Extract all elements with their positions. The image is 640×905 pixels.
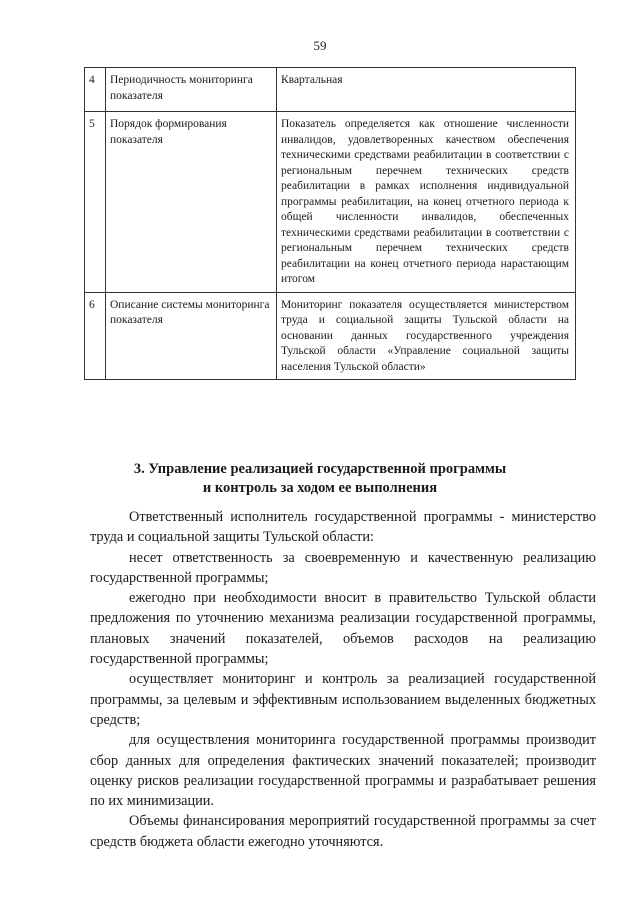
- row-number: 6: [85, 292, 106, 380]
- indicator-table: [84, 67, 576, 380]
- page-number: 59: [313, 38, 327, 53]
- row-description: Мониторинг показателя осуществляется министерством труда и социальной защиты Тульской области на основании данных государственного учреждения Тульской области «Управление социальной защиты населения Тульской области»: [277, 292, 576, 380]
- paragraph: Ответственный исполнитель государственной программы - министерство труда и социальной защиты Тульской области:: [90, 509, 596, 546]
- table-row: [85, 68, 576, 112]
- paragraph: ежегодно при необходимости вносит в правительство Тульской области предложения по уточнению механизма реализации государственной программы, плановых значений показателей, объемов расходов на реализацию государственной программы;: [90, 590, 596, 668]
- table-row: [85, 292, 576, 380]
- row-number: 5: [85, 112, 106, 293]
- paragraph: Объемы финансирования мероприятий государственной программы за счет средств бюджета области ежегодно уточняются.: [90, 813, 596, 850]
- row-name: Описание системы мониторинга показателя: [106, 292, 277, 380]
- section-body: [90, 507, 596, 852]
- row-description: Показатель определяется как отношение численности инвалидов, удовлетворенных качеством обеспечения техническими средствами реабилитации в соответствии с региональным перечнем технических средств реабилитации в рамках исполнения индивидуальной программы реабилитации, на конец отчетного периода к общей численности инвалидов, обеспеченных техническими средствами реабилитации в соответствии с региональным перечнем технических средств реабилитации на конец отчетного периода нарастающим итогом: [277, 112, 576, 293]
- paragraph: осуществляет мониторинг и контроль за реализацией государственной программы, за целевым и эффективным использованием выделенных бюджетных средств;: [90, 671, 596, 728]
- paragraph: несет ответственность за своевременную и качественную реализацию государственной программы;: [90, 549, 596, 586]
- row-name: Порядок формирования показателя: [106, 112, 277, 293]
- row-name: Периодичность мониторинга показателя: [106, 68, 277, 112]
- row-number: 4: [85, 68, 106, 112]
- section-title-line2: и контроль за ходом ее выполнения: [202, 480, 438, 496]
- row-description: Квартальная: [277, 68, 576, 112]
- section-heading: [0, 460, 640, 498]
- table-row: [85, 112, 576, 293]
- section-title-line1: 3. Управление реализацией государственной программы: [133, 461, 507, 477]
- paragraph: для осуществления мониторинга государственной программы производит сбор данных для определения фактических значений показателей; производит оценку рисков реализации государственной программы и разрабатывает решения по их минимизации.: [90, 732, 596, 810]
